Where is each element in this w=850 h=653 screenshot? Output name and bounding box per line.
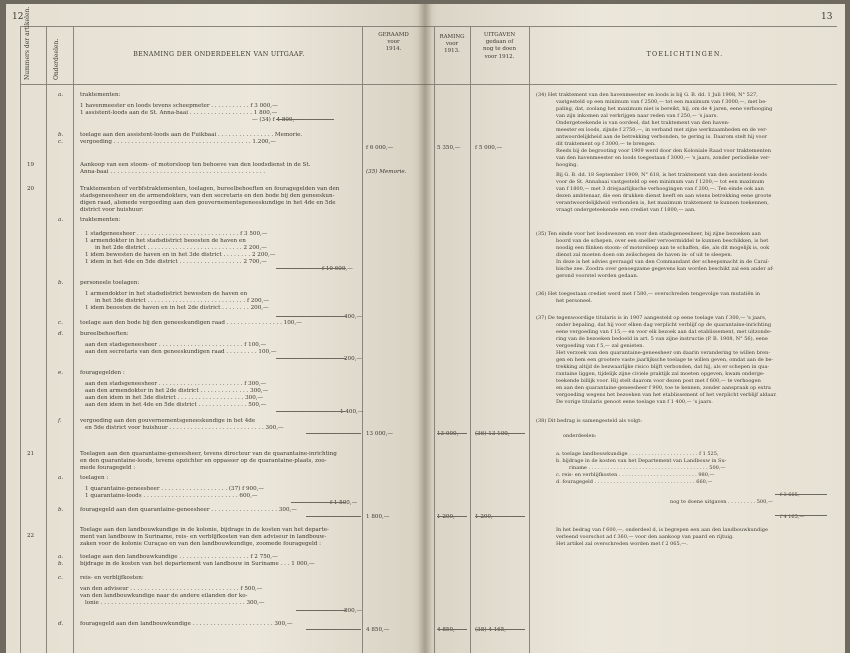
article-number: 19 xyxy=(27,162,35,168)
note-line: Ondergeteekende is van oordeel, dat het traktement van den haven- xyxy=(556,120,730,126)
left-line: reis- en verblijfkosten: xyxy=(80,575,144,581)
note-line: Het verzoek van den quarantaine-geneesheer om daarin verandering te willen bren- xyxy=(556,350,771,356)
note-line: vraagt ondergeteekende een crediet van f 1800,— aan. xyxy=(556,207,696,213)
left-line: 1 havenmeester en loods tevens scheepmeter . . . . . . . . . . . f 3 000,— xyxy=(80,103,278,109)
note-line: (38) Dit bedrag is samengesteld als volgt: xyxy=(536,418,642,424)
left-line: aan den idem in het 3de district . . . . . . . . . . . . . . . . . . . 300,— xyxy=(85,395,264,401)
note-line: van f 1800,— met 3 driejaarlijksche verhoogingen van f 200,—. Ten einde ook aan xyxy=(556,186,764,192)
left-line: 800,— xyxy=(344,608,363,614)
left-line: traktementen: xyxy=(80,217,121,223)
left-line: bureelbehoeften: xyxy=(80,331,129,337)
left-line: f 10 600,— xyxy=(322,266,353,272)
note-line: a. toelage landbouwkundige . . . . . . . . . . . . . . . . . . . . . . f 1 525, xyxy=(556,451,719,457)
left-page-number: 12 xyxy=(12,12,24,22)
note-line: rantaine liggen, tijdelijk zijne civiele praktijk zal moeten opgeven, kwam onderge- xyxy=(556,371,765,377)
subsection-letter: b. xyxy=(58,561,64,567)
left-line: van den adviseur . . . . . . . . . . . . . . . . . . . . . . . . . . . . . . . f 500,— xyxy=(80,586,263,592)
left-line: fouragegelden : xyxy=(80,370,125,376)
amount-raming: 1 200,— xyxy=(437,514,461,520)
left-line: 1 armendokter in het stadsdistrict bewesten de haven en xyxy=(85,291,248,297)
note-line: c. reis- en verblijfkosten . . . . . . . . . . . . . . . . . . . . . . . . . 980,— xyxy=(556,472,715,478)
subsection-letter: d. xyxy=(58,331,64,337)
left-line: Anna-baai . . . . . . . . . . . . . . . . . . . . . . . . . . . . . . . . . . . . . . . . . . . . xyxy=(80,169,265,175)
subsection-letter: a. xyxy=(58,475,64,481)
note-line: b. bijdrage in de kosten van het Departement van Landbouw in Su- xyxy=(556,458,727,464)
note-line: antwoordelijkheid aan de betrekking verbonden, te gering is. Daarom stelt hij voor xyxy=(556,134,767,140)
left-line: fouragegeld aan den quarantaine-geneesheer . . . . . . . . . . . . . . . . . . . 300,— xyxy=(80,507,297,513)
left-line: 1 quarantaine-geneesheer . . . . . . . . . . . . . . . . . . . (37) f 900,— xyxy=(85,486,265,492)
header-title: BENAMING DER ONDERDEELEN VAN UITGAAF. xyxy=(133,51,305,58)
note-line: gen en hem een grootere vaste jaarlijksche toelage te willen geven, omdat aan de be- xyxy=(556,357,774,363)
note-line: In deze is het advies gevraagd van den Commandant der scheepsmacht in de Caraï- xyxy=(556,259,770,265)
right-page xyxy=(425,4,845,653)
left-line: digen raad, alsmede vergoeding aan den gouvernementsgeneeskundige in het 4de en 5de xyxy=(80,200,336,206)
left-line: zaken voor de kolonie Curaçao en van den landbouwkundige, zoomede fouragegeld : xyxy=(80,541,322,547)
amount-geraamd: f 6 000,— xyxy=(366,145,394,151)
note-line: hooging. xyxy=(556,162,579,168)
subsection-letter: a. xyxy=(58,217,64,223)
subsection-letter: e. xyxy=(58,370,64,376)
note-line: (35) Ten einde voor het loodswezen en voor den stadsgeneesheer, bij zijne bezoeken aan xyxy=(536,231,761,237)
left-line: 1 idem beoosten de haven en in het 2de district . . . . . . . . 200,— xyxy=(85,305,269,311)
amount-geraamd: 4 850,— xyxy=(366,627,390,633)
left-line: en den quarantaine-loods, tevens opzichter en oppasser op de quarantaine-plaats, zoo- xyxy=(80,458,327,464)
note-line: teekende billijk voor. Hij stelt daarom voor dezen post met f 600,— te verhoogen xyxy=(556,378,761,384)
article-number: 22 xyxy=(27,533,35,539)
note-line: Bij G. B. dd. 18 September 1909, N° 618, is het traktement van den assistent-loods xyxy=(556,172,767,178)
note-line: (36) Het toegestaan crediet werd met f 580,— overschreden tengevolge van mutatiën in xyxy=(536,291,761,297)
left-line: 1 quarantaine-loods . . . . . . . . . . . . . . . . . . . . . . . . . . . 600,— xyxy=(85,493,258,499)
note-line: van den havenmeester en loods toegestaan f 3000,— 's jaars, zonder periodieke ver- xyxy=(556,155,771,161)
left-line: van den landbouwkundige naar de andere eilanden der ko- xyxy=(80,593,248,599)
left-line: ment van landbouw in Suriname, reis- en verblijfkosten van den adviseur in landbouw- xyxy=(80,534,327,540)
subsection-letter: d. xyxy=(58,621,64,627)
left-line: Aankoop van een stoom- of motorsloop ten behoeve van den loodsdienst in de St. xyxy=(80,162,311,168)
note-line: voor de St. Annabaai vastgesteld op een minimum van f 1200,— tot een maximum xyxy=(556,179,765,185)
left-line: 1 idem in het 4de en 5de district . . . . . . . . . . . . . . . . . . 2 700,— xyxy=(85,259,267,265)
note-line: meester en loods, zijnde f 2750,—, in verband met zijne werkzaamheden en de ver- xyxy=(556,127,768,133)
note-line: Het artikel zal overschreden worden met f 2 065,—. xyxy=(556,541,688,547)
left-line: vergoeding aan den gouvernementsgeneeskundige in het 4de xyxy=(80,418,256,424)
left-line: aan den stadsgeneesheer . . . . . . . . . . . . . . . . . . . . . . . . f 100,— xyxy=(85,342,267,348)
note-line: f 4 165,— xyxy=(780,514,805,520)
left-line: in het 2de district . . . . . . . . . . . . . . . . . . . . . . . . . . . 2 200,— xyxy=(95,245,267,251)
left-line: en 5de district voor huishuur . . . . . . . . . . . . . . . . . . . . . . . . . . . 300,— xyxy=(85,425,284,431)
subsection-letter: a. xyxy=(58,554,64,560)
subsection-letter: f. xyxy=(58,418,62,424)
note-line: boord van de schepen, over een sneller vervoermiddel te kunnen beschikken, is het xyxy=(556,238,769,244)
note-line: ring van de bezoeken bedoeld in art. 5 van zijne instructie (P. B. 1908, N° 56), eene xyxy=(556,336,768,342)
note-line: trekking altijd de bezwaarlijke risico blijft verbonden, dat hij, als er schepen in qua- xyxy=(556,364,770,370)
subsection-letter: b. xyxy=(58,132,64,138)
left-line: aan den secretaris van den geneeskundigen raad . . . . . . . . . 100,— xyxy=(85,349,277,355)
left-line: in het 3de district . . . . . . . . . . . . . . . . . . . . . . . . . . . . f 200,— xyxy=(95,298,269,304)
left-line: fouragegeld aan den landbouwkundige . . . . . . . . . . . . . . . . . . . . . . . 300,— xyxy=(80,621,293,627)
note-line: vergoeding wegens het bezoeken van het etablissement of het verplicht verblijf aldaar. xyxy=(556,392,777,398)
amount-uitgaven: (38) 4 165,— xyxy=(475,627,512,633)
note-line: vastgesteld op een minimum van f 2500,— tot een maximum van f 3000,—, met be- xyxy=(556,99,767,105)
note-line: het personeel. xyxy=(556,298,593,304)
left-line: toelage aan den assistent-loods aan de Fuikbaai . . . . . . . . . . . . . . . . Memorie. xyxy=(80,132,303,138)
note-line: verantwoordelijkheid verbonden is, het maximum traktement te kunnen toekennen, xyxy=(556,200,769,206)
book-gutter xyxy=(418,4,432,653)
note-line: riname . . . . . . . . . . . . . . . . . . . . . . . . . . . . . . . . . . . . . . 500,— xyxy=(569,465,726,471)
left-line: personeele toelagen: xyxy=(80,280,140,286)
subsection-letter: a. xyxy=(58,92,64,98)
left-line: toelagen : xyxy=(80,475,109,481)
left-line: aan den armendokter in het 2de district . . . . . . . . . . . . . . 300,— xyxy=(85,388,269,394)
amount-geraamd: (35) Memorie. xyxy=(366,169,407,175)
header-spent: UITGAVEN gedaan of nog te doen voor 1912. xyxy=(483,32,516,60)
left-line: 1 400,— xyxy=(340,409,364,415)
left-line: 1 armendokter in het stadsdistrict beoosten de haven en xyxy=(85,238,246,244)
note-line: verleend voorschot ad f 360,— voor den aankoop van paard en rijtuig. xyxy=(556,534,734,540)
note-line: (34) Het traktement van den havenmeester en loods is bij G. B. dd. 1 Juli 1908, N° 527, xyxy=(536,92,758,98)
left-line: aan den stadsgeneesheer . . . . . . . . . . . . . . . . . . . . . . . . f 300,— xyxy=(85,381,267,387)
left-line: bijdrage in de kosten van het departement van landbouw in Suriname . . . 1 000,— xyxy=(80,561,315,567)
amount-raming: 13 000,— xyxy=(437,431,464,437)
subsection-letter: c. xyxy=(58,575,63,581)
left-line: aan den idem in het 4de en 5de district . . . . . . . . . . . . . . 500,— xyxy=(85,402,267,408)
note-line: In het bedrag van f 600,—, onderdeel d, is begrepen een aan den landbouwkundige xyxy=(556,527,768,533)
article-number: 20 xyxy=(27,186,35,192)
subsection-letter: b. xyxy=(58,507,64,513)
note-line: noodig een flinken stoom- of motorsloep aan te schaffen, die, als dit mogelijk is, ook xyxy=(556,245,770,251)
left-line: mede fouragegeld : xyxy=(80,465,136,471)
left-line: — (34) f 4 800,— xyxy=(252,117,300,123)
amount-uitgaven: f 5 000,— xyxy=(475,145,503,151)
header-notes: TOELICHTINGEN. xyxy=(646,51,724,58)
header-estimated: RAMING voor 1913. xyxy=(439,34,465,55)
left-line: 400,— xyxy=(344,314,363,320)
left-page xyxy=(6,4,425,653)
amount-raming: 4 850,— xyxy=(437,627,461,633)
left-line: 1 assistent-loods aan de St. Anna-baai . . . . . . . . . . . . . . . . . . 1 800,— xyxy=(80,110,278,116)
left-line: Toelagen aan den quarantaine-geneesheer, tevens directeur van de quarantaine-inrichting xyxy=(80,451,337,457)
note-line: van zijn inkomen zal verkrijgen naar reden van f 250,— 's jaars. xyxy=(556,113,718,119)
left-line: vergoeding . . . . . . . . . . . . . . . . . . . . . . . . . . . . . . . . . . . . . . . 1.200,— xyxy=(80,139,276,145)
left-line: 1 stadgeneesheer . . . . . . . . . . . . . . . . . . . . . . . . . . . . . f 3 500,— xyxy=(85,231,268,237)
left-line: traktementen: xyxy=(80,92,121,98)
left-line: f 1 500,— xyxy=(330,500,358,506)
note-line: onderdeelen: xyxy=(563,433,597,439)
note-line: d. fouragegeld . . . . . . . . . . . . . . . . . . . . . . . . . . . . . . . . 660,— xyxy=(556,479,713,485)
note-line: dienst zal moeten doen om zeilschepen de haven in- of uit te sleepen. xyxy=(556,252,733,258)
left-line: 1 idem bewesten de haven en in het 3de district . . . . . . . . 2 200,— xyxy=(85,252,276,258)
note-line: eene vergoeding van f 15,— en voor elk bezoek aan dat etablissement, met uitzonde- xyxy=(556,329,772,335)
header-subsections: Onderdeelen. xyxy=(53,38,60,80)
left-line: Toelage aan den landbouwkundige in de kolonie, bijdrage in de kosten van het departe- xyxy=(80,527,329,533)
note-line: (37) De tegenwoordige titularis is in 1907 aangesteld op eene toelage van f 300,— 's jaars, xyxy=(536,315,767,321)
subsection-letter: c. xyxy=(58,139,63,145)
amount-uitgaven: (36) 13 100,— xyxy=(475,431,516,437)
note-line: dezen ambtenaar, die een drukken dienst heeft en aan wiens betrekking eene groote xyxy=(556,193,772,199)
article-number: 21 xyxy=(27,451,35,457)
note-line: paling, dat, zoolang het maximum niet is bereikt, hij, om de 4 jaren, eene verhooging xyxy=(556,106,773,112)
subsection-letter: b. xyxy=(58,280,64,286)
right-page-number: 13 xyxy=(821,12,833,22)
note-line: bische zee. Zoodra over genoegzame gegevens kan worden beschikt zal een ander af- xyxy=(556,266,774,272)
left-line: stadsgeneesheer en de armendokters, van den secretaris en den bode bij den geneeskun- xyxy=(80,193,335,199)
note-line: gerond voorstel worden gedaan. xyxy=(556,273,639,279)
amount-uitgaven: 1 200,— xyxy=(475,514,499,520)
note-line: en aan den quarantaine-geneesheer f 900, toe te kennen, zonder aanspraak op extra xyxy=(556,385,771,391)
header-approved: GERAAMD voor 1914. xyxy=(378,32,409,53)
left-line: district voor huishuur: xyxy=(80,207,144,213)
left-line: Traktementen of verbfstraktementen, toelagen, bureelbehoeften en fouragegelden van den xyxy=(80,186,340,192)
left-line: toelage aan den landbouwkundige . . . . . . . . . . . . . . . . . . . . f 2 750,— xyxy=(80,554,278,560)
amount-geraamd: 1 800,— xyxy=(366,514,390,520)
note-line: nog te doene uitgaven . . . . . . . . . 500,— xyxy=(670,499,773,505)
left-line: lonie . . . . . . . . . . . . . . . . . . . . . . . . . . . . . . . . . . . . . . . . . 300,— xyxy=(85,600,265,606)
note-line: dit traktement op f 3000,— te brengen. xyxy=(556,141,656,147)
amount-raming: 5 350,— xyxy=(437,145,461,151)
note-line: f 3 665,— xyxy=(780,492,805,498)
header-articles: Nummers der artikelen. xyxy=(24,6,31,80)
note-line: De vorige titularis genoot eene toelage van f 1 400,— 's jaars. xyxy=(556,399,713,405)
note-line: onder bepaling, dat hij voor elken dag verplicht verblijf op de quarantaine-inrichting xyxy=(556,322,772,328)
left-line: toelage aan den bode bij den geneeskundigen raad . . . . . . . . . . . . . . . . 100,— xyxy=(80,320,302,326)
subsection-letter: c. xyxy=(58,320,63,326)
amount-geraamd: 13 000,— xyxy=(366,431,393,437)
note-line: Reeds bij de begrooting voor 1909 werd door den Koloniale Raad voor traktementen xyxy=(556,148,771,154)
note-line: vergoeding van f 5,— zal genieten. xyxy=(556,343,645,349)
left-line: 200,— xyxy=(344,356,363,362)
